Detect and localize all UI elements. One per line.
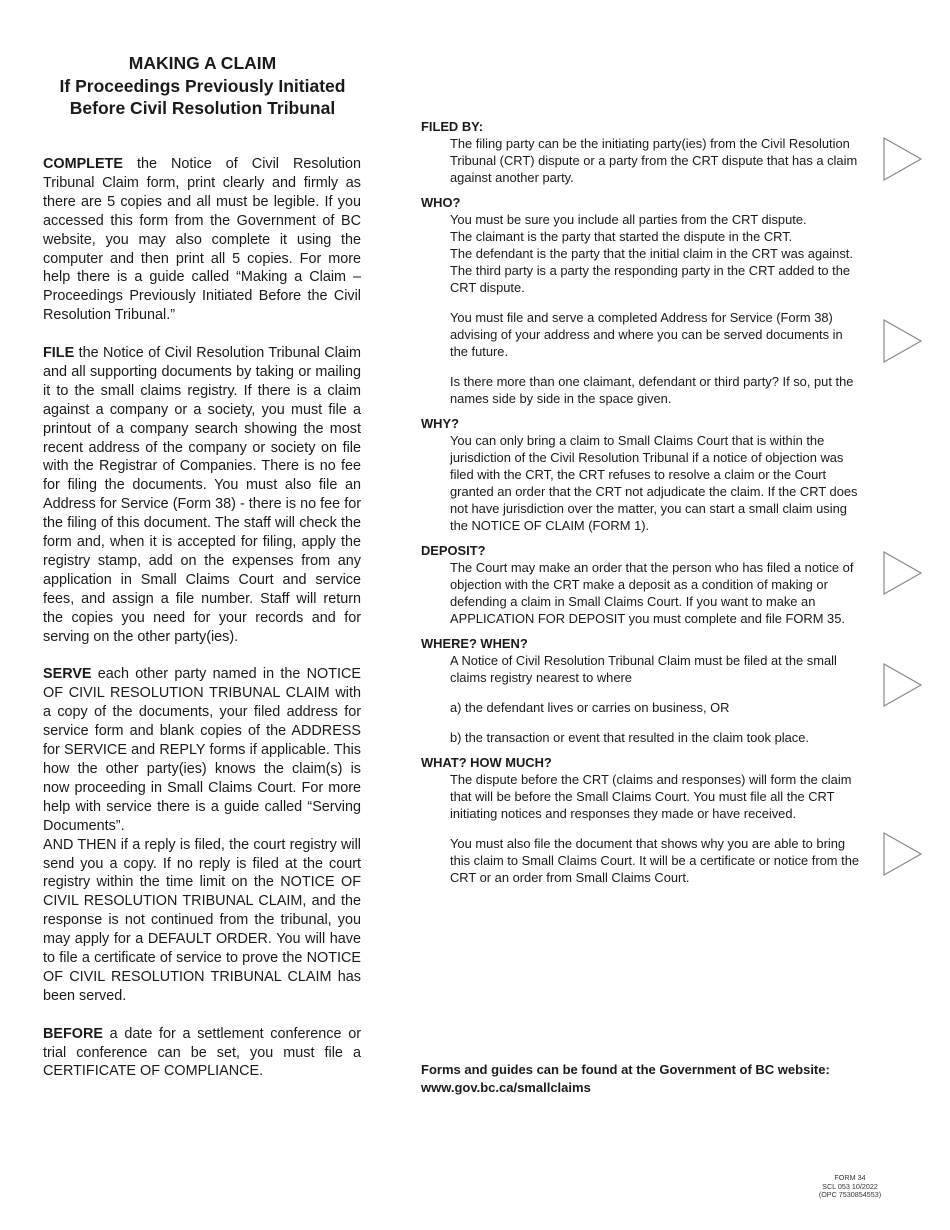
arrow-right-icon xyxy=(883,319,923,363)
deposit-section xyxy=(421,542,863,627)
serve-lead: SERVE xyxy=(43,666,92,683)
website-note xyxy=(421,1061,881,1097)
serve-paragraph xyxy=(43,665,361,835)
arrow-right-icon xyxy=(883,137,923,181)
file-text: the Notice of Civil Resolution Tribunal Claim and all supporting documents by taking or mailing it to the small claims registry. If there is a claim against a company or a society, you must file a printout of a company search showing the most recent address of the company or society on file with the Registrar of Companies. There is no fee for filing the documents. You must also file an Address for Service (Form 38) - there is no fee for the filing of this document. The staff will check the form and, when it is accepted for filing, apply the registry stamp, add on the expenses from any application in Small Claims Court and service fees, and assign a file number. Staff will return the copies you need for your records and for serving on the other party(ies). xyxy=(43,345,361,645)
filed-by-section xyxy=(421,118,863,186)
who-text-4: The third party is a party the responding party in the CRT added to the CRT dispute. xyxy=(450,263,851,295)
before-paragraph xyxy=(43,1025,361,1082)
what-how-much-section xyxy=(421,754,863,886)
who-section xyxy=(421,194,863,407)
who-text-6: Is there more than one claimant, defendant or third party? If so, put the names side by side in the space given. xyxy=(450,374,854,406)
what-how-much-text-1: The dispute before the CRT (claims and responses) will form the claim that will be before the Small Claims Court. You must file all the CRT initiating notices and responses they made or have received. xyxy=(450,772,852,821)
complete-lead: COMPLETE xyxy=(43,156,123,172)
website-note-text: Forms and guides can be found at the Government of BC website: xyxy=(421,1062,830,1077)
title-line-2: If Proceedings Previously Initiated xyxy=(59,75,346,96)
why-text: You can only bring a claim to Small Claims Court that is within the jurisdiction of the Civil Resolution Tribunal if a notice of objection was filed with the CRT, the CRT refuses to resolve a claim or the Court granted an order that the CRT not adjudicate the claim. If the CRT does not have jurisdiction over the matter, you can start a small claim using the NOTICE OF CLAIM (FORM 1). xyxy=(450,433,858,533)
file-paragraph xyxy=(43,344,361,647)
where-when-text-3: b) the transaction or event that resulted in the claim took place. xyxy=(450,730,809,745)
who-heading: WHO? xyxy=(421,195,461,210)
serve-text: each other party named in the NOTICE OF CIVIL RESOLUTION TRIBUNAL CLAIM with a copy of the documents, your filed address for service form and blank copies of the ADDRESS for SERVICE and REPLY forms if applicable. This how the other party(ies) knows the claim(s) is now proceeding in Small Claims Court. For more help with service there is a guide called “Serving Documents”. xyxy=(43,666,361,834)
complete-paragraph xyxy=(43,155,361,325)
before-text: a date for a settlement conference or trial conference can be set, you must file a CERTIFICATE OF COMPLIANCE. xyxy=(43,1025,361,1080)
opc-number: (OPC 7530854553) xyxy=(818,1190,882,1200)
title-line-3: Before Civil Resolution Tribunal xyxy=(69,98,336,118)
arrow-right-icon xyxy=(883,663,923,707)
deposit-text: The Court may make an order that the person who has filed a notice of objection with the CRT make a deposit as a condition of making or defending a claim in Small Claims Court. If you want to make an APPLICATION FOR DEPOSIT you must complete and file FORM 35. xyxy=(450,560,854,626)
title-line-1: MAKING A CLAIM xyxy=(128,53,277,73)
website-url: www.gov.bc.ca/smallclaims xyxy=(421,1080,591,1095)
why-heading: WHY? xyxy=(421,416,459,431)
where-when-text-1: A Notice of Civil Resolution Tribunal Claim must be filed at the small claims registry nearest to where xyxy=(450,653,837,685)
who-text-3: The defendant is the party that the initial claim in the CRT was against. xyxy=(450,246,853,261)
arrow-right-icon xyxy=(883,832,923,876)
form-identifier xyxy=(790,1174,910,1200)
where-when-section xyxy=(421,635,863,746)
who-text-5: You must file and serve a completed Address for Service (Form 38) advising of your address and where you can be served documents in the future. xyxy=(450,310,843,359)
before-lead: BEFORE xyxy=(43,1025,103,1042)
deposit-heading: DEPOSIT? xyxy=(421,543,486,558)
filed-by-text: The filing party can be the initiating party(ies) from the Civil Resolution Tribunal (CRT) dispute or a party from the CRT dispute that has a claim against another party. xyxy=(450,136,858,185)
what-how-much-text-2: You must also file the document that shows why you are able to bring this claim to Small Claims Court. It will be a certificate or notice from the CRT or an order from Small Claims Court. xyxy=(450,836,860,885)
file-lead: FILE xyxy=(43,345,75,362)
faq-column xyxy=(421,118,863,894)
and-then-paragraph: AND THEN if a reply is filed, the court registry will send you a copy. If no reply is filed at the court registry within the time limit on the NOTICE OF CIVIL RESOLUTION TRIBUNAL CLAIM, and the response is not continued from the tribunal, you may apply for a DEFAULT ORDER. You will have to file a certificate of service to prove the NOTICE OF CIVIL RESOLUTION TRIBUNAL CLAIM has been served. xyxy=(43,836,361,1004)
where-when-heading: WHERE? WHEN? xyxy=(421,636,528,651)
who-text-1: You must be sure you include all parties from the CRT dispute. xyxy=(450,212,807,227)
page-title xyxy=(40,52,365,120)
instructions-column xyxy=(43,155,361,1100)
why-section xyxy=(421,415,863,534)
who-text-2: The claimant is the party that started the dispute in the CRT. xyxy=(450,229,793,244)
where-when-text-2: a) the defendant lives or carries on business, OR xyxy=(450,700,730,715)
form-number: FORM 34 xyxy=(834,1173,866,1182)
filed-by-heading: FILED BY: xyxy=(421,119,484,134)
arrow-right-icon xyxy=(883,551,923,595)
what-how-much-heading: WHAT? HOW MUCH? xyxy=(421,755,552,770)
form-code: SCL 053 10/2022 xyxy=(822,1181,878,1191)
complete-text: the Notice of Civil Resolution Tribunal Claim form, print clearly and firmly as there are 5 copies and all must be legible. If you accessed this form from the Government of BC website, you may also complete it using the computer and then print all 5 copies. For more help there is a guide called “Making a Claim – Proceedings Previously Initiated Before the Civil Resolution Tribunal.” xyxy=(43,156,361,324)
